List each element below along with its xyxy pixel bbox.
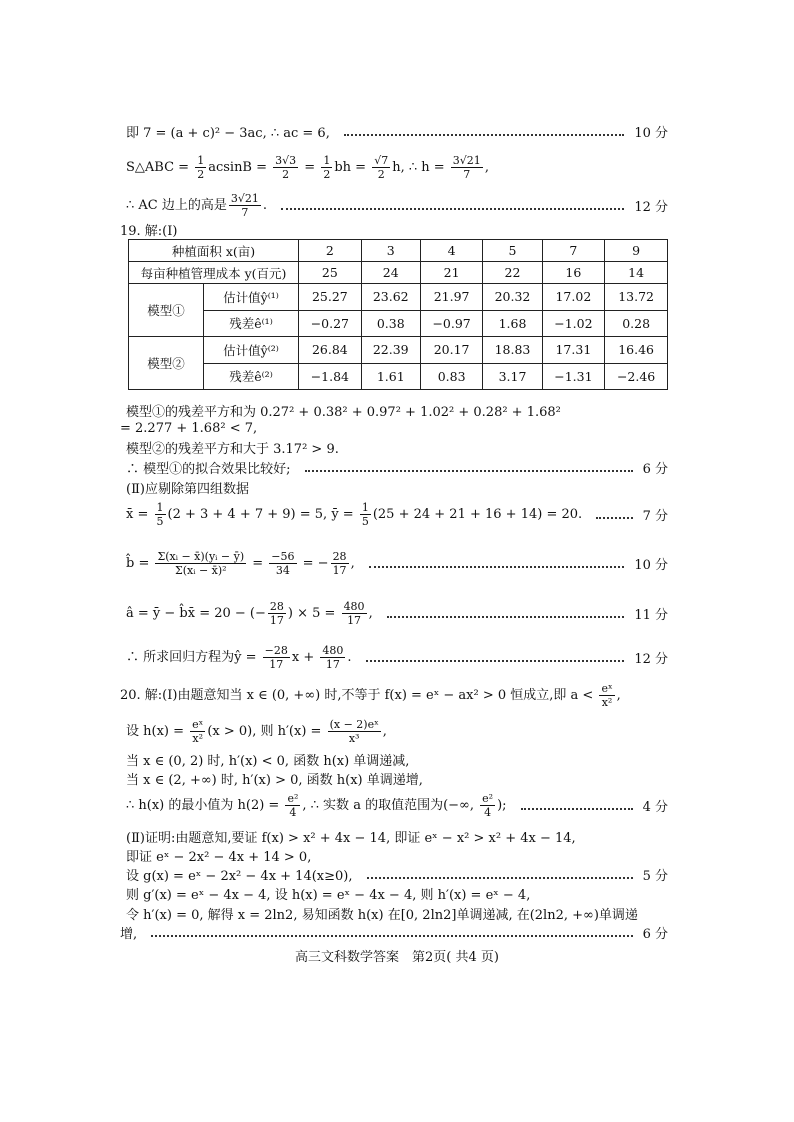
monotonic-decreasing: 当 x ∈ (0, 2) 时, h′(x) < 0, 函数 h(x) 单调递减, [126, 753, 410, 769]
monotonic-increasing: 当 x ∈ (2, +∞) 时, h′(x) > 0, 函数 h(x) 单调递增, [126, 772, 423, 788]
prove-inequality: 即证 eˣ − 2x² − 4x + 14 > 0, [126, 849, 312, 865]
critical-point: 令 h′(x) = 0, 解得 x = 2ln2, 易知函数 h(x) 在[0, 2ln2]单调递减, 在(2ln2, +∞)单调递 [126, 907, 638, 923]
table-row: 种植面积 x(亩) 2 3 4 5 7 9 [129, 240, 668, 262]
regression-equation: ∴ 所求回归方程为ŷ = $\frac{-28}{17}$ x + $\frac{480}{17}$ . 12 分 [126, 643, 668, 671]
score-mark: 12 分 [634, 651, 668, 667]
mean-values: x̄ = $\frac{1}{5}$ (2 + 3 + 4 + 7 + 9) = 5, ȳ = $\frac{1}{5}$ (25 + 24 + 21 + 16 + 14) = 20. 7 分 [126, 500, 668, 528]
fit-conclusion: ∴ 模型①的拟合效果比较好; 6 分 [126, 456, 668, 478]
score-mark: 10 分 [634, 125, 668, 141]
part-2-proof: (Ⅱ)证明:由题意知,要证 f(x) > x² + 4x − 14, 即证 eˣ − x² > x² + 4x − 14, [126, 830, 576, 846]
table-row: 残差ê⁽¹⁾ −0.27 0.38 −0.97 1.68 −1.02 0.28 [129, 310, 668, 337]
score-mark: 6 分 [642, 461, 668, 477]
residual-sum-1-cont: = 2.277 + 1.68² < 7, [120, 420, 258, 436]
problem-20-heading: 20. 解:(Ⅰ)由题意知当 x ∈ (0, +∞) 时,不等于 f(x) = eˣ − ax² > 0 恒成立,即 a < $\frac{\text{eˣ}}{\text{x²}}$ , [120, 681, 621, 709]
define-h: 设 h(x) = $\frac{\text{eˣ}}{\text{x²}}$ (x > 0), 则 h′(x) = $\frac{\text{(x − 2)eˣ}}{\text{x³}}$ , [126, 717, 387, 745]
derivative-g: 则 g′(x) = eˣ − 4x − 4, 设 h(x) = eˣ − 4x − 4, 则 h′(x) = eˣ − 4, [126, 887, 531, 903]
score-mark: 11 分 [634, 607, 668, 623]
increasing-end: 增, 6 分 [120, 921, 668, 943]
residual-sum-2: 模型②的残差平方和大于 3.17² > 9. [126, 441, 339, 457]
score-mark: 5 分 [642, 868, 668, 884]
leader-dots [344, 134, 624, 136]
define-g: 设 g(x) = eˣ − 2x² − 4x + 14(x≥0), 5 分 [126, 863, 668, 885]
min-value-range: ∴ h(x) 的最小值为 h(2) = $\frac{\text{e²}}{4}$ , ∴ 实数 a 的取值范围为(−∞, $\frac{\text{e²}}{4}$ ); 4 分 [126, 791, 668, 819]
score-mark: 7 分 [642, 508, 668, 524]
table-row: 模型② 估计值ŷ⁽²⁾ 26.84 22.39 20.17 18.83 17.31 16.46 [129, 337, 668, 364]
line-ac-equals-6: 即 7 = (a + c)² − 3ac, ∴ ac = 6, 10 分 [126, 120, 668, 142]
score-mark: 10 分 [634, 557, 668, 573]
residual-sum-1: 模型①的残差平方和为 0.27² + 0.38² + 0.97² + 1.02² + 0.28² + 1.68² [126, 404, 561, 420]
table-row: 每亩种植管理成本 y(百元) 25 24 21 22 16 14 [129, 262, 668, 284]
problem-19-heading: 19. 解:(Ⅰ) [120, 223, 178, 239]
score-mark: 6 分 [642, 926, 668, 942]
table-row: 残差ê⁽²⁾ −1.84 1.61 0.83 3.17 −1.31 −2.46 [129, 363, 668, 390]
part-2-heading: (Ⅱ)应剔除第四组数据 [126, 481, 249, 497]
regression-table [128, 239, 668, 390]
page-footer: 高三文科数学答案 第2页( 共4 页) [295, 950, 499, 965]
line-height-conclusion: ∴ AC 边上的高是 $\frac{3√21}{7}$ . 12 分 [126, 191, 668, 219]
table-row: 模型① 估计值ŷ⁽¹⁾ 25.27 23.62 21.97 20.32 17.02 13.72 [129, 284, 668, 311]
score-mark: 12 分 [634, 199, 668, 215]
score-mark: 4 分 [642, 799, 668, 815]
intercept-a-hat: â = ȳ − b̂x̄ = 20 − (− $\frac{28}{17}$ ) × 5 = $\frac{480}{17}$ , 11 分 [126, 599, 668, 627]
slope-b-hat: b̂ = $\frac{\text{Σ(xᵢ − x̄)(yᵢ − ȳ)}}{\text{Σ(xᵢ − x̄)²}}$ = $\frac{-56}{34}$ = − $\frac{28}{17}$ , 10 分 [126, 549, 668, 577]
line-area-formula: S△ABC = $\frac{1}{2}$ acsinB = $\frac{3√3}{2}$ = $\frac{1}{2}$ bh = $\frac{√7}{2}$ h, ∴ h = $\frac{3√21}{7}$ , [126, 153, 489, 181]
